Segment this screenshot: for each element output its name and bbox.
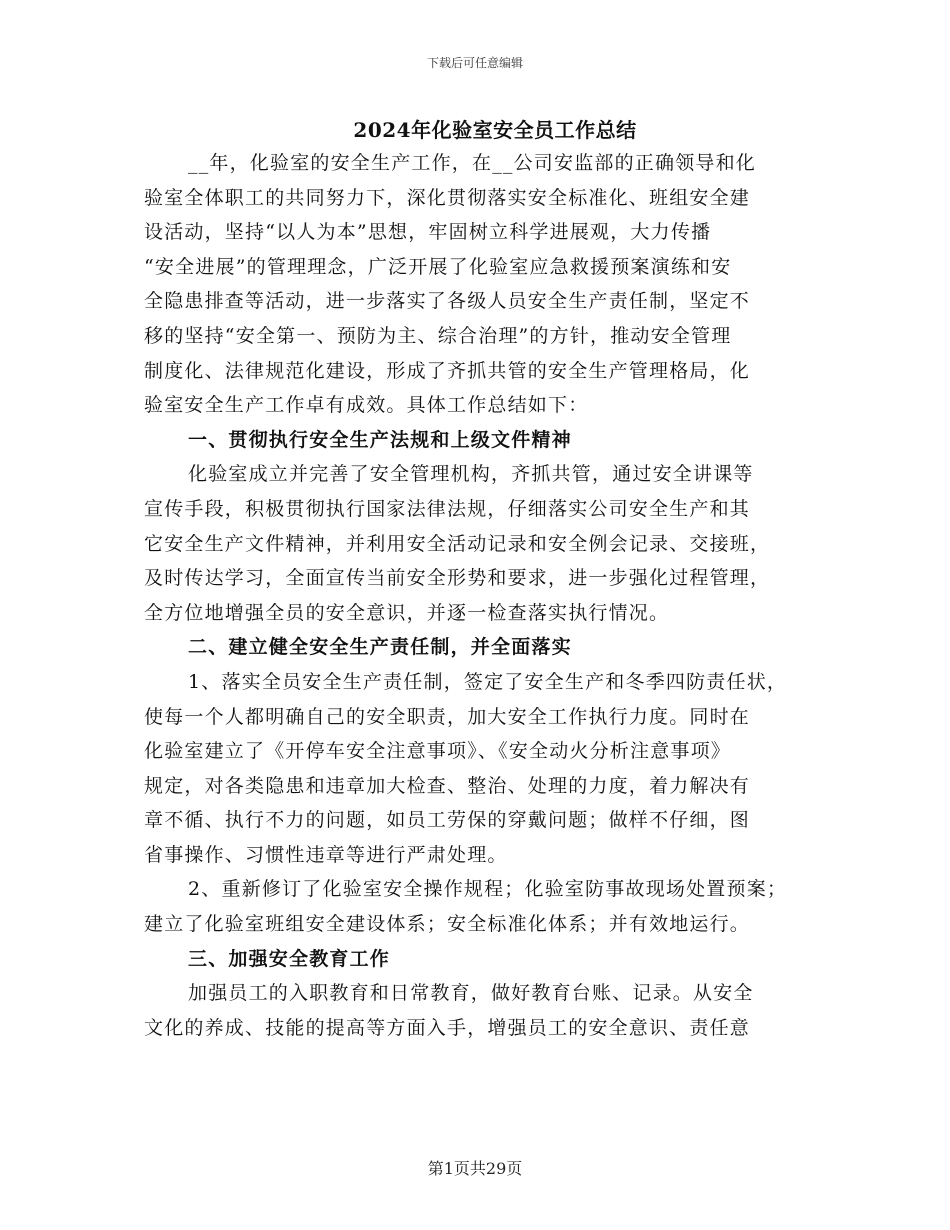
body-text-line: 规定，对各类隐患和违章加大检查、整治、处理的力度，着力解决有 — [144, 774, 751, 797]
section-heading: 二、建立健全安全生产责任制，并全面落实 — [188, 636, 572, 659]
body-text-line: 省事操作、习惯性违章等进行严肃处理。 — [144, 843, 508, 866]
body-text-line: 验室安全生产工作卓有成效。具体工作总结如下： — [144, 394, 589, 417]
document-body — [144, 146, 824, 1045]
body-text-line: __年，化验室的安全生产工作，在__公司安监部的正确领导和化 — [188, 152, 757, 174]
body-text-line: 制度化、法律规范化建设，形成了齐抓共管的安全生产管理格局，化 — [144, 359, 751, 382]
body-text-line: 化验室建立了《开停车安全注意事项》、《安全动火分析注意事项》 — [144, 740, 732, 763]
body-text-line: 它安全生产文件精神，并利用安全活动记录和安全例会记录、交接班， — [144, 532, 771, 555]
body-text-line: 及时传达学习，全面宣传当前安全形势和要求，进一步强化过程管理， — [144, 567, 771, 590]
page-footer: 第1页共29页 — [427, 1159, 523, 1178]
body-text-line: 验室全体职工的共同努力下，深化贯彻落实安全标准化、班组安全建 — [144, 186, 751, 209]
body-text-line: “安全进展”的管理理念，广泛开展了化验室应急救援预案演练和安 — [144, 255, 732, 278]
body-text-line: 移的坚持“安全第一、预防为主、综合治理”的方针，推动安全管理 — [144, 324, 732, 347]
body-text-line: 全方位地增强全员的安全意识，并逐一检查落实执行情况。 — [144, 601, 670, 624]
body-text-line: 章不循、执行不力的问题，如员工劳保的穿戴问题；做样不仔细，图 — [144, 809, 751, 832]
body-text-line: 设活动，坚持“以人为本”思想，牢固树立科学进展观，大力传播 — [144, 221, 712, 244]
body-text-line: 1、落实全员安全生产责任制，签定了安全生产和冬季四防责任状， — [188, 670, 788, 693]
body-text-line: 宣传手段，积极贯彻执行国家法律法规，仔细落实公司安全生产和其 — [144, 497, 751, 520]
body-text-line: 文化的养成、技能的提高等方面入手，增强员工的安全意识、责任意 — [144, 1016, 751, 1039]
body-text-line: 建立了化验室班组安全建设体系；安全标准化体系；并有效地运行。 — [144, 913, 751, 936]
body-text-line: 使每一个人都明确自己的安全职责，加大安全工作执行力度。同时在 — [144, 705, 751, 728]
header-note: 下载后可任意编辑 — [426, 56, 523, 70]
body-text-line: 2、重新修订了化验室安全操作规程；化验室防事故现场处置预案； — [188, 878, 788, 901]
document-title: 2024年化验室安全员工作总结 — [353, 118, 637, 142]
body-text-line: 化验室成立并完善了安全管理机构，齐抓共管，通过安全讲课等 — [188, 463, 754, 486]
section-heading: 一、贯彻执行安全生产法规和上级文件精神 — [188, 428, 572, 451]
body-text-line: 加强员工的入职教育和日常教育，做好教育台账、记录。从安全 — [188, 982, 754, 1005]
section-heading: 三、加强安全教育工作 — [188, 947, 391, 970]
body-text-line: 全隐患排查等活动，进一步落实了各级人员安全生产责任制，坚定不 — [144, 290, 751, 313]
